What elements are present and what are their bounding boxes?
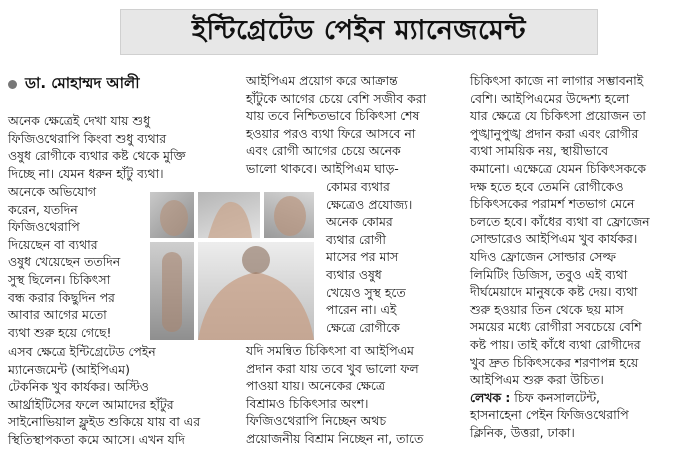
text-line: ক্ষেত্রে রোগীকে (326, 319, 400, 335)
text-line: কমানো। এক্ষেত্রে যেমন চিকিৎসককে (470, 160, 646, 176)
text-line: বন্ধ করার কিছুদিন পর (8, 289, 115, 305)
text-line: প্রয়োজনীয় বিশ্রাম নিচ্ছেন না, তাতে (246, 430, 424, 446)
text-line: সোল্ডারেও আইপিএম খুব কার্যকর। (470, 231, 638, 247)
text-line: আবার আগের মতো (8, 307, 107, 323)
photo-shoulder-icon (198, 242, 314, 340)
photo-wrist-icon (150, 242, 194, 340)
bullet-icon (8, 80, 17, 89)
column-2-bottom (246, 342, 462, 448)
headline-box (120, 9, 598, 55)
byline (8, 72, 140, 97)
signoff-line-1 (470, 389, 682, 407)
text-line: করেন, যতদিন (8, 201, 78, 217)
text-line: শুরু হওয়ার তিন থেকে ছয় মাস (470, 301, 624, 317)
text-line: এসব ক্ষেত্রে ইন্টিগ্রেটেড পেইন (8, 344, 156, 359)
text-line: অনেক কোমর (326, 214, 393, 230)
photo-hand-icon (150, 192, 194, 238)
text-line: ব্যথা শুরু হয়ে গেছে! (8, 324, 112, 340)
text-line: ওষুধ খেয়েছেন ততদিন (8, 254, 121, 270)
text-line: চিকিৎসা কাজে না লাগার সম্ভাবনাই (470, 73, 644, 88)
text-line: আইপিএম শুরু করা উচিত। (470, 372, 604, 388)
column-1-bottom (8, 343, 234, 449)
text-line: বিশ্রামও চিকিৎসার অংশ। (246, 395, 369, 411)
text-line: ব্যথা সাময়িক নয়, স্থায়ীভাবে (470, 143, 609, 159)
text-line: যদি সমন্বিত চিকিৎসা বা আইপিএম (246, 343, 414, 358)
text-line: বেশি। আইপিএমের উদ্দেশ্য হলো (470, 90, 630, 106)
author-name: ডা. মোহাম্মদ আলী (25, 74, 140, 92)
signoff-line-3: ক্লিনিক, উত্তরা, ঢাকা। (470, 424, 575, 440)
signoff-label: লেখক : (470, 389, 511, 405)
photo-back-icon (198, 192, 260, 238)
text-line: দিয়েছেন বা ব্যথার (8, 236, 98, 252)
text-line: ব্যথার ওষুধ (326, 266, 382, 282)
signoff-title: চিফ কনসালটেন্ট, (510, 389, 600, 405)
column-2-top (246, 72, 462, 178)
column-1-top (8, 112, 234, 182)
column-1-middle (8, 183, 136, 341)
signoff-line-2: হাসনাহেনা পেইন ফিজিওথেরাপি (470, 407, 629, 423)
text-line: যার ক্ষেত্রে যে চিকিৎসা প্রয়োজন তা (470, 108, 646, 124)
text-line: খুব দ্রুত চিকিৎসকের শরণাপন্ন হয়ে (470, 354, 639, 370)
text-line: ব্যথার রোগী (326, 231, 386, 247)
text-line: মাসের পর মাস (326, 249, 399, 265)
text-line: ওষুধ রোগীকে ব্যথার কষ্ট থেকে মুক্তি (8, 148, 186, 164)
text-line: কষ্ট পায়। তাই কাঁধে ব্যথা রোগীদের (470, 336, 641, 352)
text-line: এবং রোগী আগের চেয়ে অনেক (246, 143, 401, 159)
text-line: অনেক ক্ষেত্রেই দেখা যায় শুধু (8, 113, 151, 128)
text-line: আর্থ্রাইটিসের ফলে আমাদের হাঁটুর (8, 396, 174, 412)
pain-photo-collage (150, 192, 314, 340)
text-line: পুঙ্খানুপুঙ্খ প্রদান করা এবং রোগীর (470, 125, 639, 141)
headline-bar (0, 0, 687, 66)
text-line: ম্যানেজমেন্ট (আইপিএম) (8, 361, 130, 377)
text-line: চলতে হবে। কাঁধের ব্যথা বা ফ্রোজেন (470, 213, 650, 229)
text-line: আইপিএম প্রয়োগ করে আক্রান্ত (246, 73, 398, 88)
text-line: সাইনোভিয়াল ফ্লুইড শুকিয়ে যায় বা এর (8, 414, 201, 430)
text-line: ক্ষেত্রেও প্রযোজ্য। (326, 196, 413, 212)
text-line: অনেকে অভিযোগ (8, 184, 97, 199)
photo-knee-icon (264, 192, 314, 238)
text-line: সুস্থ ছিলেন। চিকিৎসা (8, 271, 111, 287)
text-line: যায় তবে নিশ্চিতভাবে চিকিৎসা শেষ (246, 108, 420, 124)
text-line: কোমর ব্যথার (326, 179, 390, 194)
column-3 (470, 72, 682, 441)
text-line: টেকনিক খুব কার্যকর। অস্টিও (8, 379, 149, 395)
text-line: ফিজিওথেরাপি (8, 219, 80, 235)
text-line: স্থিতিস্থাপকতা কমে আসে। এখন যদি (8, 431, 185, 447)
text-line: ভালো থাকবে। আইপিএম ঘাড়- (246, 160, 399, 176)
text-line: সময়ের মধ্যে রোগীরা সবচেয়ে বেশি (470, 319, 642, 335)
text-line: দক্ষ হতে হবে তেমনি রোগীকেও (470, 178, 624, 194)
text-line: হাঁটুকে আগের চেয়ে বেশি সজীব করা (246, 90, 427, 106)
text-line: প্রদান করা যায় তবে খুব ভালো ফল (246, 360, 419, 376)
text-line: খেয়েও সুস্থ হতে (326, 284, 406, 300)
text-line: পাওয়া যায়। অনেকের ক্ষেত্রে (246, 378, 386, 394)
article-headline: ইন্টিগ্রেটেড পেইন ম্যানেজমেন্ট (191, 14, 527, 46)
text-line: যদিও ফ্রোজেন সোল্ডার সেল্ফ (470, 248, 616, 264)
text-line: ফিজিওথেরাপি নিচ্ছেন অথচ (246, 413, 387, 429)
text-line: চিকিৎসকের পরামর্শ শতভাগ মেনে (470, 196, 635, 212)
column-2-middle (326, 178, 462, 336)
text-line: দীর্ঘমেয়াদে মানুষকে কষ্ট দেয়। ব্যথা (470, 284, 638, 300)
text-line: ফিজিওথেরাপি কিংবা শুধু ব্যথার (8, 130, 167, 146)
text-line: হওয়ার পরও ব্যথা ফিরে আসবে না (246, 125, 416, 141)
text-line: লিমিটিং ডিজিস, তবুও এই ব্যথা (470, 266, 628, 282)
text-line: দিচ্ছে না। যেমন ধরুন হাঁটু ব্যথা। (8, 165, 164, 181)
text-line: পারেন না। এই (326, 302, 397, 318)
